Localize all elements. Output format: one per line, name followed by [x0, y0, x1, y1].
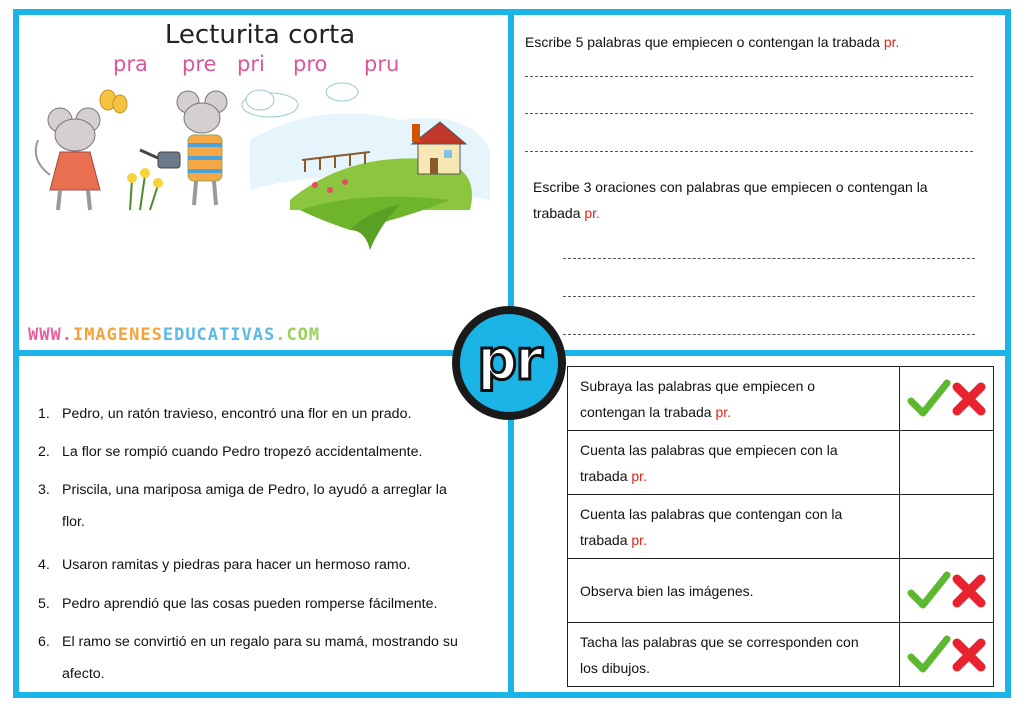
story-item: 1. Pedro, un ratón travieso, encontró una flor en un prado. — [38, 406, 412, 422]
check-icon[interactable] — [907, 379, 951, 419]
syllable-pre: pre — [182, 52, 217, 76]
mouse-boy-icon — [177, 91, 227, 205]
target-syllable: pr. — [631, 531, 647, 548]
story-item: 2. La flor se rompió cuando Pedro tropezó accidentalmente. — [38, 444, 423, 460]
task-cell: Subraya las palabras que empiecen o contengan la trabada pr. — [568, 367, 900, 431]
answer-line[interactable] — [563, 296, 975, 297]
answer-line[interactable] — [563, 258, 975, 259]
answer-line[interactable] — [525, 76, 973, 77]
prompt-sentences — [533, 174, 928, 226]
mouse-girl-icon — [36, 108, 100, 210]
task-cell: Cuenta las palabras que empiecen con la trabada pr. — [568, 431, 900, 495]
prompt-sentences-line2: trabada — [533, 205, 585, 221]
table-row — [568, 431, 994, 495]
answer-line[interactable] — [525, 151, 973, 152]
syllable-pru: pru — [364, 52, 400, 76]
table-row — [568, 367, 994, 431]
mark-cell[interactable] — [900, 623, 994, 687]
badge-text: pr — [477, 327, 541, 393]
table-row — [568, 559, 994, 623]
trabada-badge — [452, 306, 566, 420]
syllable-pro: pro — [293, 52, 328, 76]
mark-cell[interactable] — [900, 559, 994, 623]
target-syllable: pr. — [584, 205, 600, 221]
syllable-pri: pri — [237, 52, 265, 76]
mark-cell[interactable] — [900, 367, 994, 431]
table-row — [568, 495, 994, 559]
website-watermark: WWW.IMAGENESEDUCATIVAS.COM — [28, 325, 321, 345]
target-syllable: pr. — [631, 467, 647, 484]
cross-icon[interactable] — [951, 381, 987, 417]
table-row — [568, 623, 994, 687]
prompt-words — [525, 34, 899, 50]
story-item: 4. Usaron ramitas y piedras para hacer un hermoso ramo. — [38, 557, 411, 573]
check-icon[interactable] — [907, 635, 951, 675]
cloud-icon — [242, 83, 358, 117]
task-cell: Cuenta las palabras que contengan con la trabada pr. — [568, 495, 900, 559]
mark-cell[interactable] — [900, 495, 994, 559]
target-syllable: pr. — [715, 403, 732, 420]
tasks-table — [567, 366, 994, 687]
mark-cell[interactable] — [900, 431, 994, 495]
story-item: 3. Priscila, una mariposa amiga de Pedro, lo ayudó a arreglar la flor. — [38, 482, 447, 530]
answer-line[interactable] — [525, 113, 973, 114]
flowers-icon — [127, 168, 163, 210]
prompt-words-text: Escribe 5 palabras que empiecen o contengan la trabada — [525, 34, 884, 50]
story-item: 5. Pedro aprendió que las cosas pueden romperse fácilmente. — [38, 596, 438, 612]
prompt-sentences-line1: Escribe 3 oraciones con palabras que empiecen o contengan la — [533, 179, 928, 195]
butterfly-icon — [100, 90, 127, 113]
check-icon[interactable] — [907, 571, 951, 611]
story-illustration — [20, 80, 500, 320]
answer-line[interactable] — [563, 334, 975, 335]
story-item: 6. El ramo se convirtió en un regalo para su mamá, mostrando su afecto. — [38, 634, 458, 682]
syllable-pra: pra — [113, 52, 148, 76]
watering-can-icon — [140, 150, 180, 168]
target-syllable: pr. — [883, 34, 900, 50]
cross-icon[interactable] — [951, 637, 987, 673]
cross-icon[interactable] — [951, 573, 987, 609]
task-cell: Observa bien las imágenes. — [568, 559, 900, 623]
task-cell: Tacha las palabras que se corresponden con los dibujos. — [568, 623, 900, 687]
page-title: Lecturita corta — [164, 20, 356, 50]
